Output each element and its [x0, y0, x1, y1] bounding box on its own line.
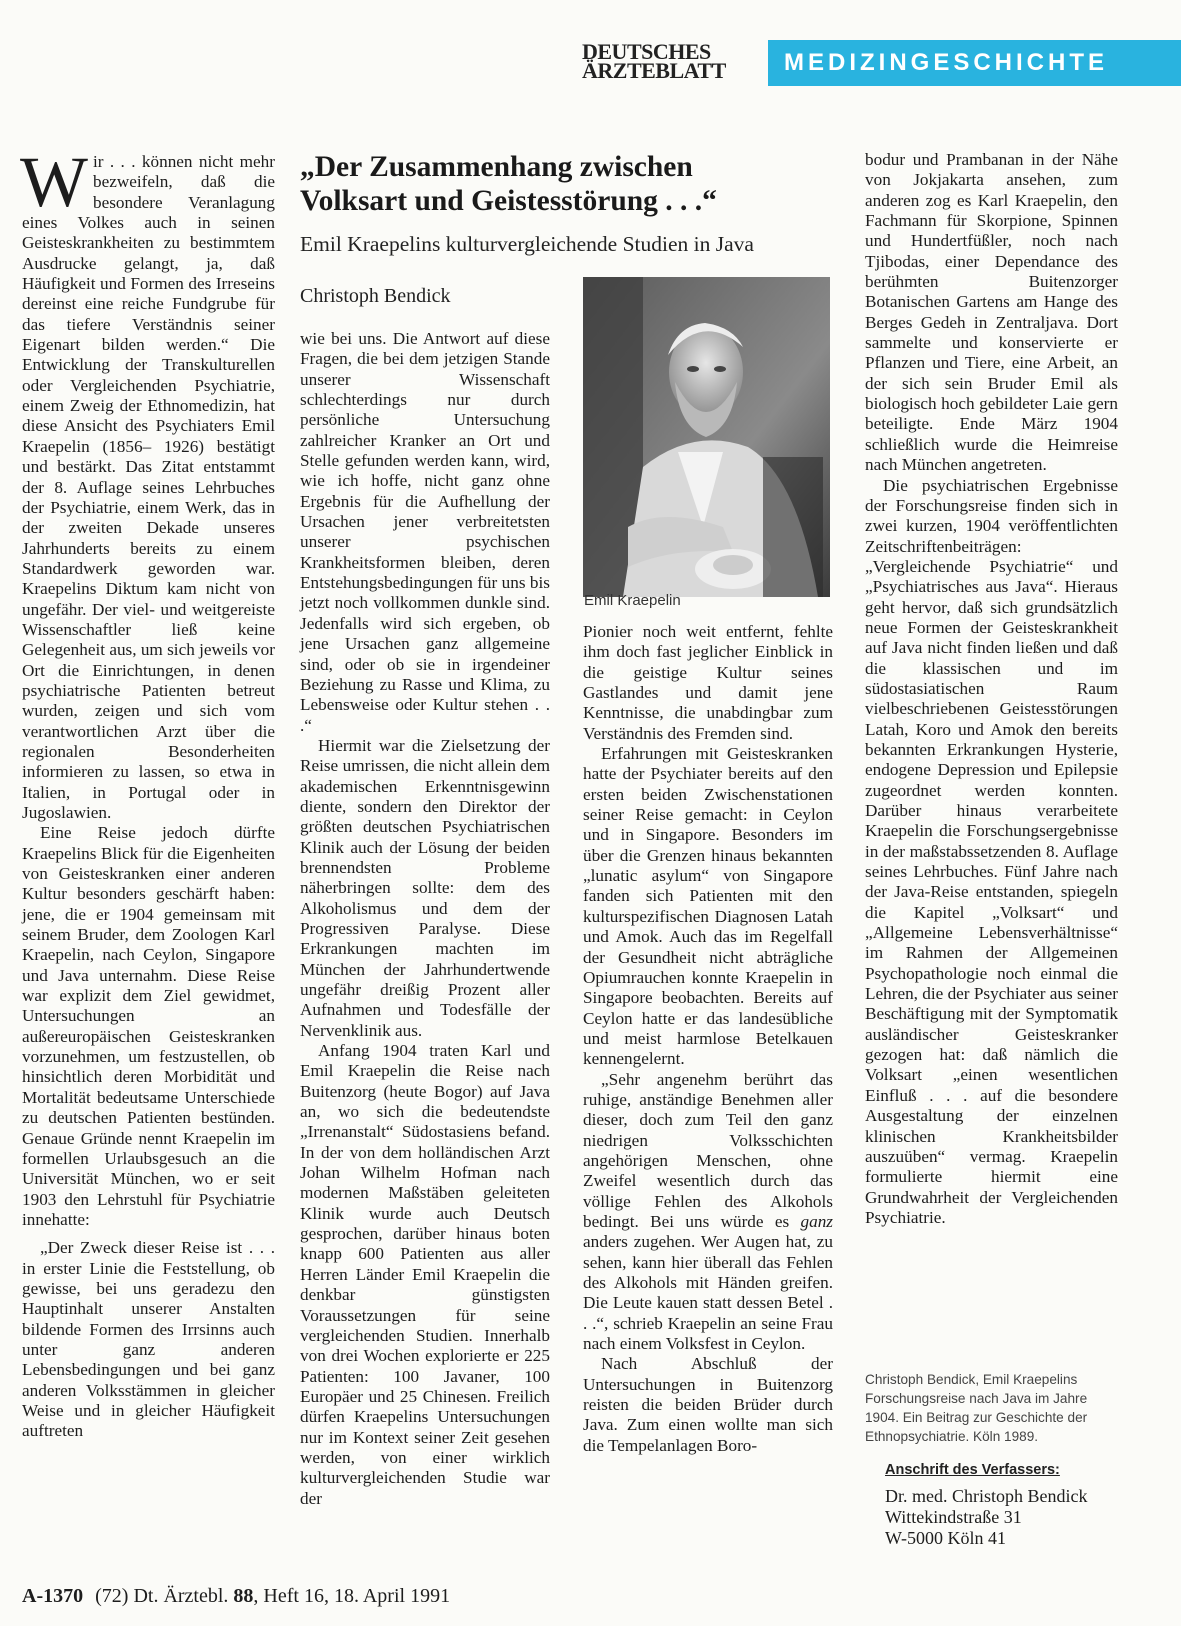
- paragraph: Eine Reise jedoch dürfte Kraepelins Blick für die Eigenheiten von Geisteskranken einer anderen Kultur besonders geschärft haben: jene, die er 1904 gemeinsam mit seinem Bruder, dem Zoologen Karl Kraepelin, nach Ceylon, Singapore und Java unternahm. Diese Reise war explizit dem Ziel gewidmet, Untersuchungen an außereuropäischen Geisteskranken vorzunehmen, um festzustellen, ob hinsichtlich deren Morbidität und Mortalität bedeutsame Unterschiede zu deutschen Patienten bestünden. Genaue Gründe nennt Kraepelin im formellen Urlaubsgesuch an die Universität München, wo er seit 1903 den Lehrstuhl für Psychiatrie innehatte:: [22, 823, 275, 1229]
- article-subtitle: Emil Kraepelins kulturvergleichende Studien in Java: [300, 232, 754, 256]
- journal-logo: [582, 39, 752, 84]
- photo-caption: Emil Kraepelin: [584, 592, 681, 609]
- issue-date: , Heft 16, 18. April 1991: [253, 1585, 451, 1607]
- address-heading: Anschrift des Verfassers:: [885, 1462, 1060, 1478]
- paragraph: wie bei uns. Die Antwort auf diese Fragen, die bei dem jetzigen Stande unserer Wissenschaft schlechterdings nur durch persönliche Untersuchung zahlreicher Kranker an Ort und Stelle gefunden werden kann, wird, wie ich hoffe, nicht ganz ohne Ergebnis für die Aufhellung der Ursachen jener verbreitetsten unserer psychischen Krankheitsformen bleiben, deren Entstehungsbedingungen für uns bis jetzt noch vollkommen dunkle sind. Jedenfalls wird sich ergeben, ob jene Ursachen ganz allgemeine sind, oder ob sie in irgendeiner Beziehung zu Rasse und Klima, zu Lebensweise oder Kultur stehen . . .“: [300, 329, 550, 735]
- page-footer: [22, 1585, 822, 1608]
- portrait-image: [583, 277, 830, 597]
- intro-text: ir . . . können nicht mehr bezweifeln, daß die besondere Veranlagung eines Volkes auch in seinen Geisteskrankheiten zu bestimmtem Ausdrucke gelangt, ja, daß Häufigkeit und Formen des Irreseins dereinst eine reiche Fundgrube für das tiefere Verständnis seiner Eigenart bilden werden.“ Die Entwicklung der Transkulturellen oder Vergleichenden Psychiatrie, einem Zweig der Ethnomedizin, hat diese Ansicht des Psychiaters Emil Kraepelin (1856– 1926) bestätigt und bestärkt. Das Zitat entstammt der 8. Auflage seines Lehrbuches der Psychiatrie, einem Werk, das in der zweiten Dekade unseres Jahrhunderts bereits zu einem Standardwerk geworden war. Kraepelins Diktum kam nicht von ungefähr. Der viel- und weitgereiste Wissenschaftler ließ keine Gelegenheit aus, um sich jeweils vor Ort die Einrichtungen, in denen psychiatrische Patienten betreut wurden, zeigen und sich vom verantwortlichen Arzt über die regionalen Besonderheiten informieren zu lassen, so etwa in Italien, in Portugal oder in Jugoslawien.: [22, 152, 275, 822]
- article-column-3: [583, 622, 833, 1456]
- article-title: [300, 150, 840, 218]
- quote-paragraph: „Der Zweck dieser Reise ist . . . in erster Linie die Feststellung, ob gewisse, bei uns geradezu den Hauptinhalt unserer Anstalten bildende Formen des Irrsinns auch unter ganz anderen Lebensbedingungen und bei ganz anderen Volksstämmen in gleicher Weise und in gleicher Häufigkeit auftreten: [22, 1238, 275, 1441]
- quote-paragraph: [583, 1070, 833, 1355]
- article-column-4: [865, 150, 1118, 1228]
- address-line-2: Wittekindstraße 31: [885, 1507, 1022, 1527]
- page-number-paren: (72): [95, 1585, 129, 1607]
- paragraph: Hiermit war die Zielsetzung der Reise umrissen, die nicht allein dem akademischen Erkenntnisgewinn diente, sondern den Direktor der größten deutschen Psychiatrischen Klinik auch der Lösung der beiden brennendsten Probleme näherbringen sollte: dem des Alkoholismus und dem der Progressiven Paralyse. Diese Erkrankungen machten im München der Jahrhundertwende ungefähr dreißig Prozent aller Aufnahmen und Todesfälle der Nervenklinik aus.: [300, 735, 550, 1040]
- source-reference: Christoph Bendick, Emil Kraepelins Forschungsreise nach Java im Jahre 1904. Ein Beitrag zur Geschichte der Ethnopsychiatrie. Köln 1989.: [865, 1372, 1088, 1444]
- quote-text-a: „Sehr angenehm berührt das ruhige, anständige Benehmen aller dieser, doch zum Teil den ganz niedrigen Volksschichten angehörigen Menschen, ohne Zweifel wesentlich durch das völlige Fehlen des Alkohols bedingt. Bei uns würde es: [583, 1069, 833, 1231]
- article-column-2: [300, 329, 550, 1509]
- title-line-2: Volksart und Geistesstörung . . .“: [300, 185, 717, 217]
- paragraph: bodur und Prambanan in der Nähe von Jokjakarta ansehen, zum anderen zog es Karl Kraepelin, den Fachmann für Skorpione, Spinnen und Hundertfüßler, noch nach Tjibodas, einer Dependance des berühmten Buitenzorger Botanischen Gartens am Hange des Berges Gedeh in Zentraljava. Dort sammelte und konservierte er Pflanzen und Tiere, eine Arbeit, an der sich sein Bruder Emil als biologisch hoch gebildeter Laie gern beteiligte. Ende März 1904 schließlich wurde die Heimreise nach München angetreten.: [865, 150, 1118, 475]
- drop-cap: W: [20, 142, 88, 222]
- title-line-1: „Der Zusammenhang zwischen: [300, 151, 693, 183]
- address-line-3: W-5000 Köln 41: [885, 1528, 1006, 1548]
- logo-line-2: ÄRZTEBLATT: [582, 58, 726, 83]
- section-label: MEDIZINGESCHICHTE: [784, 49, 1109, 76]
- intro-paragraph: [20, 142, 275, 823]
- paragraph: Pionier noch weit entfernt, fehlte ihm doch fast jeglicher Einblick in die geistige Kultur seines Gastlandes und damit jene Kenntnisse, die unabdingbar zum Verständnis des Fremden sind.: [583, 622, 833, 743]
- paragraph: Anfang 1904 traten Karl und Emil Kraepelin die Reise nach Buitenzorg (heute Bogor) auf Java an, wo sich die bedeutendste „Irrenanstalt“ Südostasiens befand. In der von dem holländischen Arzt Johan Wilhelm Hofman nach modernen Maßstäben geleiteten Klinik wurde auch Deutsch gesprochen, darüber hinaus boten knapp 600 Patienten aus aller Herren Länder Emil Kraepelin die denkbar günstigsten Voraussetzungen für seine vergleichenden Studien. Innerhalb von drei Wochen explorierte er 225 Patienten: 100 Javaner, 100 Europäer und 25 Chinesen. Freilich dürfen Kraepelins Untersuchungen nur im Kontext seiner Zeit gesehen werden, von einer wirklich kulturvergleichenden Studie war der: [300, 1041, 550, 1508]
- paragraph: Die psychiatrischen Ergebnisse der Forschungsreise finden sich in zwei kurzen, 1904 veröffentlichten Zeitschriftenbeiträgen: „Vergleichende Psychiatrie“ und „Psychiatrisches aus Java“. Hieraus geht hervor, daß sich grundsätzlich neue Formen der Geisteskrankheit auf Java nicht finden ließen und daß die klassischen und im südostasiatischen Raum vielbeschriebenen Geistesstörungen Latah, Koro und Amok den bereits bekannten Erkrankungen Hysterie, endogene Depression und Epilepsie zugeordnet werden konnten. Darüber hinaus verarbeitete Kraepelin die Forschungsergebnisse in der maßstabssetzenden 8. Auflage seines Lehrbuches. Fünf Jahre nach der Java-Reise entstanden, spiegeln die Kapitel „Volksart“ und „Allgemeine Lebensverhältnisse“ im Rahmen der Allgemeinen Psychopathologie noch einmal die Lehren, die der Psychiater aus seiner Beschäftigung mit der Symptomatik ausländischer Geisteskranker gezogen hat: daß nämlich die Volksart „einen wesentlichen Einfluß . . . auf die besondere Ausgestaltung der einzelnen klinischen Krankheitsbilder auszuüben“ vermag. Kraepelin formulierte hiermit eine Grundwahrheit der Vergleichenden Psychiatrie.: [865, 475, 1118, 1227]
- page-number: A-1370: [22, 1585, 84, 1607]
- paragraph: Nach Abschluß der Untersuchungen in Buitenzorg reisten die beiden Brüder durch Java. Zum einen wollte man sich die Tempelanlagen Boro-: [583, 1354, 833, 1455]
- article-author: Christoph Bendick: [300, 285, 451, 307]
- logo-line-1: DEUTSCHES: [582, 39, 711, 64]
- quote-text-b: anders zugehen. Wer Augen hat, zu sehen, kann hier überall das Fehlen des Alkohols mit Händen greifen. Die Leute kauen statt dessen Betel . . .“, schrieb Kraepelin an seine Frau nach einem Volksfest in Ceylon.: [583, 1232, 833, 1354]
- volume-number: 88: [233, 1585, 254, 1607]
- journal-name: Dt. Ärztebl.: [133, 1585, 229, 1607]
- author-address: [885, 1486, 1135, 1549]
- portrait-photo: [583, 277, 830, 597]
- article-column-1: [20, 142, 275, 1442]
- quote-emphasis: ganz: [800, 1211, 833, 1231]
- address-line-1: Dr. med. Christoph Bendick: [885, 1486, 1088, 1506]
- section-banner: [768, 40, 1181, 86]
- paragraph: Erfahrungen mit Geisteskranken hatte der Psychiater bereits auf den ersten beiden Zwischenstationen seiner Reise gemacht: in Ceylon und in Singapore. Besonders im über die Grenzen hinaus bekannten „lunatic asylum“ von Singapore fanden sich Patienten mit den kulturspezifischen Diagnosen Latah und Amok. Auch das im Regelfall der Gesundheit nicht abträgliche Opiumrauchen konnte Kraepelin in Singapore beobachten. Bereits auf Ceylon hatte er das landesübliche und meist harmlose Betelkauen kennengelernt.: [583, 744, 833, 1069]
